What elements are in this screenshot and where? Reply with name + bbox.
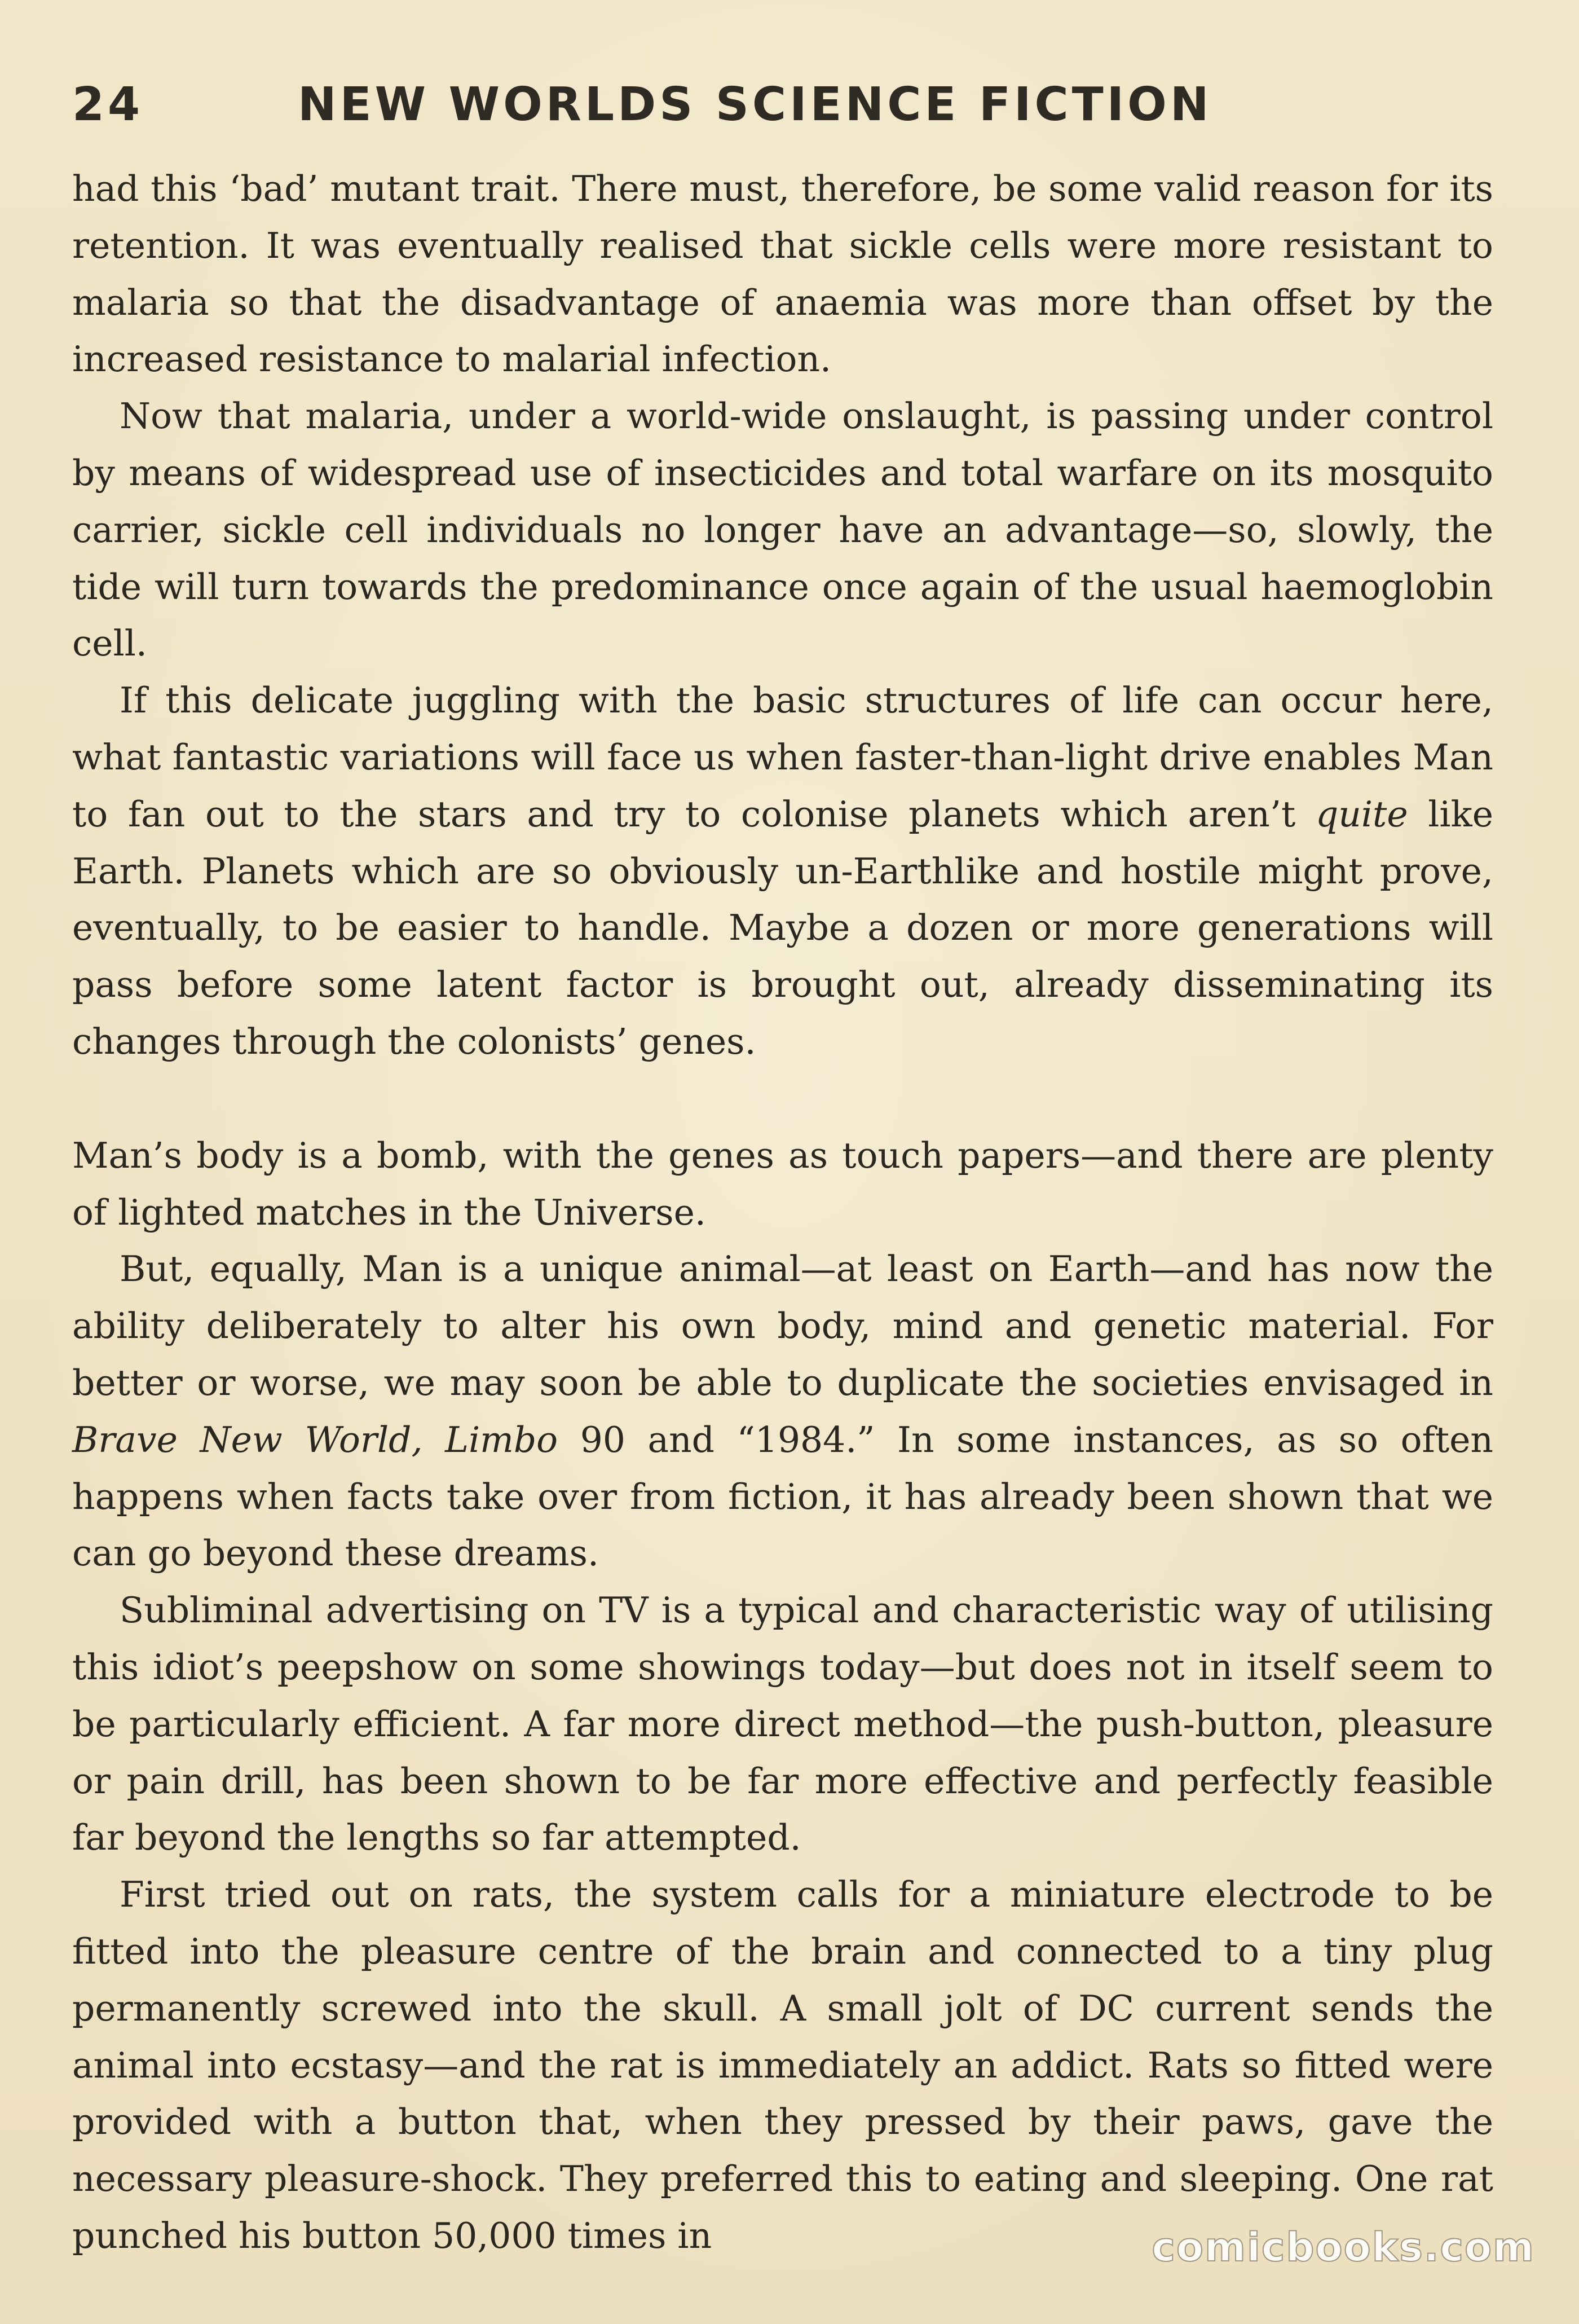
paragraph-body-is-a-bomb: [72, 1128, 1493, 1242]
paragraph-text: Now that malaria, under a world-wide onslaught, is passing under control by means of widespread use of insecticides and total warfare on its mosquito carrier, sickle cell individuals no longer have an advantage—so, slowly, the tide will turn towards the predominance once again of the usual haemoglobin cell.: [72, 395, 1493, 664]
paragraph-text: had this ‘bad’ mutant trait. There must, therefore, be some valid reason for its retention. It was eventually realised that sickle cells were more resistant to malaria so that the disadvantage of anaemia was more than offset by the increased resistance to malarial infection.: [72, 168, 1493, 380]
article-body: [72, 161, 1493, 2265]
paragraph-rat-experiment: [72, 1867, 1493, 2265]
italic-book-titles: Brave New World, Limbo: [72, 1419, 558, 1460]
page-header: [72, 78, 1505, 146]
paragraph-text: But, equally, Man is a unique animal—at least on Earth—and has now the ability deliberately to alter his own body, mind and genetic material. For better or worse, we may soon be able to duplicate the societies envisaged in: [72, 1248, 1493, 1403]
paragraph-text: Subliminal advertising on TV is a typical and characteristic way of utilising this idiot’s peepshow on some showings today—but does not in itself seem to be particularly efficient. A far more direct method—the push-button, pleasure or pain drill, has been shown to be far more effective and perfectly feasible far beyond the lengths so far attempted.: [72, 1590, 1493, 1859]
italic-emphasis: quite: [1315, 793, 1408, 835]
running-head: NEW WORLDS SCIENCE FICTION: [298, 78, 1212, 131]
paragraph-text: If this delicate juggling with the basic structures of life can occur here, what fantastic variations will face us when faster-than-light drive enables Man to fan out to the stars and try to colonise planets which aren’t: [72, 680, 1493, 835]
paragraph-malaria-control: [72, 388, 1493, 672]
paragraph-text: First tried out on rats, the system calls for a miniature electrode to be fitted into the pleasure centre of the brain and connected to a tiny plug permanently screwed into the skull. A small jolt of DC current sends the animal into ecstasy—and the rat is immediately an addict. Rats so fitted were provided with a button that, when they pressed by their paws, gave the necessary pleasure-shock. They preferred this to eating and sleeping. One rat punched his button 50,000 times in: [72, 1874, 1493, 2256]
page-number: 24: [72, 78, 144, 131]
paragraph-colonise-planets: [72, 672, 1493, 1071]
paragraph-unique-animal: [72, 1241, 1493, 1582]
paragraph-sickle-cell-retention: [72, 161, 1493, 388]
watermark: comicbooks.com: [1152, 2224, 1535, 2270]
paragraph-text: Man’s body is a bomb, with the genes as touch papers—and there are plenty of lighted matches in the Universe.: [72, 1134, 1493, 1233]
paragraph-text: like Earth. Planets which are so obviously un-Earthlike and hostile might prove, eventually, to be easier to handle. Maybe a dozen or more generations will pass before some latent factor is brought out, already disseminating its changes through the colonists’ genes.: [72, 793, 1493, 1062]
paragraph-subliminal-advertising: [72, 1582, 1493, 1867]
paragraph-text: 90 and “1984.” In some instances, as so often happens when facts take over from fiction, it has already been shown that we can go beyond these dreams.: [72, 1419, 1493, 1574]
